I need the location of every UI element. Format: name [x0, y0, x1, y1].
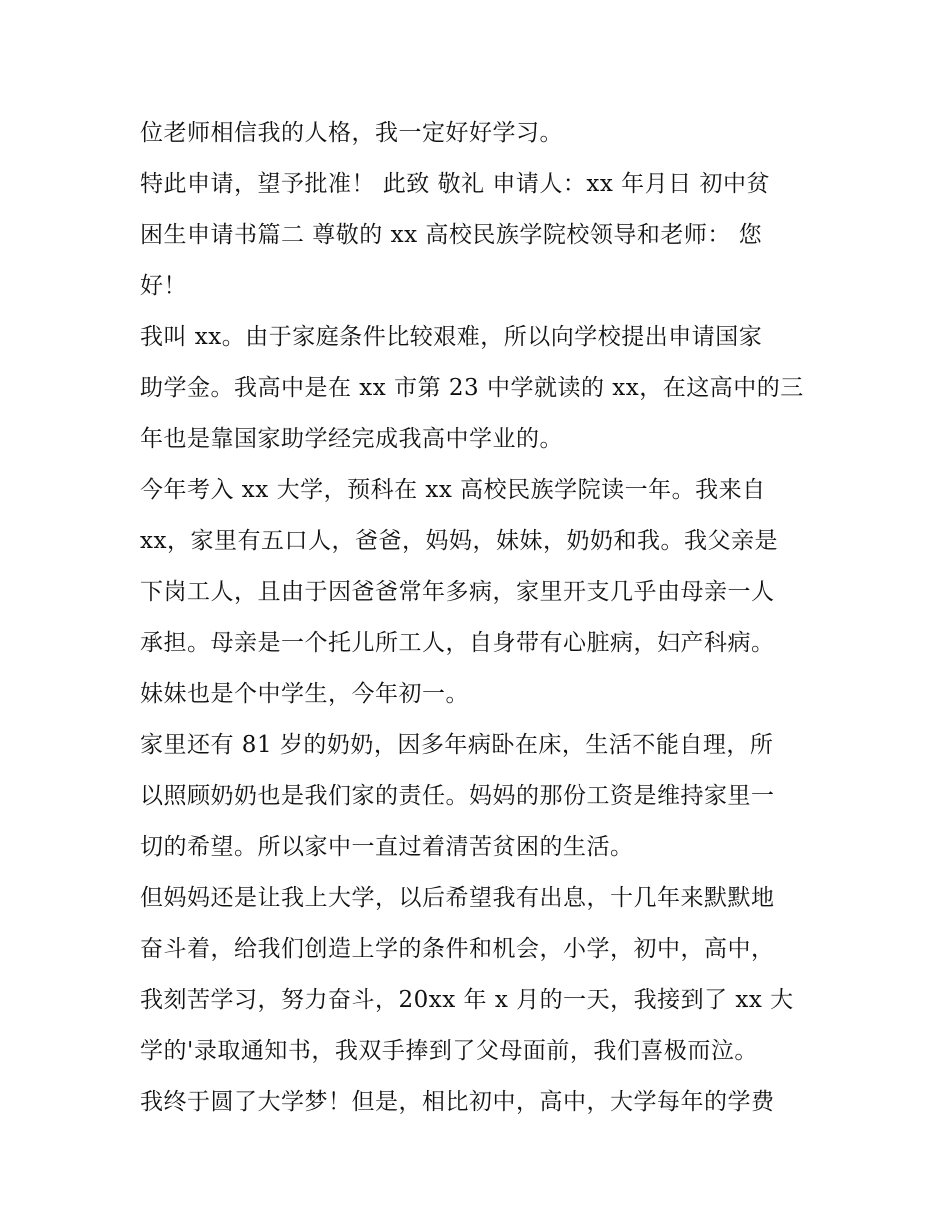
text-line: 妹妹也是个中学生，今年初一。: [140, 681, 469, 707]
text-line: 家里还有 81 岁的奶奶，因多年病卧在床，生活不能自理，所: [140, 732, 774, 758]
text-line: xx，家里有五口人，爸爸，妈妈，妹妹，奶奶和我。我父亲是: [140, 528, 778, 554]
text-line: 今年考入 xx 大学，预科在 xx 高校民族学院读一年。我来自: [140, 477, 766, 503]
text-line: 特此申请，望予批准！ 此致 敬礼 申请人：xx 年月日 初中贫: [140, 171, 770, 197]
text-line: 切的希望。所以家中一直过着清苦贫困的生活。: [140, 834, 634, 860]
document-body: [140, 108, 820, 1128]
text-line: 以照顾奶奶也是我们家的责任。妈妈的那份工资是维持家里一: [140, 783, 775, 809]
text-line: 学的'录取通知书，我双手捧到了父母面前，我们喜极而泣。: [140, 1038, 758, 1064]
text-line: 助学金。我高中是在 xx 市第 23 中学就读的 xx，在这高中的三: [140, 375, 804, 401]
text-line: 我刻苦学习，努力奋斗，20xx 年 x 月的一天，我接到了 xx 大: [140, 987, 794, 1013]
text-line: 年也是靠国家助学经完成我高中学业的。: [140, 426, 563, 452]
text-line: 困生申请书篇二 尊敬的 xx 高校民族学院校领导和老师： 您: [140, 222, 763, 248]
text-line: 我叫 xx。由于家庭条件比较艰难，所以向学校提出申请国家: [140, 324, 763, 350]
text-line: 下岗工人，且由于因爸爸常年多病，家里开支几乎由母亲一人: [140, 579, 775, 605]
text-line: 但妈妈还是让我上大学，以后希望我有出息，十几年来默默地: [140, 885, 775, 911]
text-line: 好！: [140, 273, 187, 299]
text-line: 我终于圆了大学梦！但是，相比初中，高中，大学每年的学费: [140, 1089, 775, 1115]
text-line: 奋斗着，给我们创造上学的条件和机会，小学，初中，高中，: [140, 936, 775, 962]
text-line: 承担。母亲是一个托儿所工人，自身带有心脏病，妇产科病。: [140, 630, 775, 656]
text-line: 位老师相信我的人格，我一定好好学习。: [140, 120, 563, 146]
